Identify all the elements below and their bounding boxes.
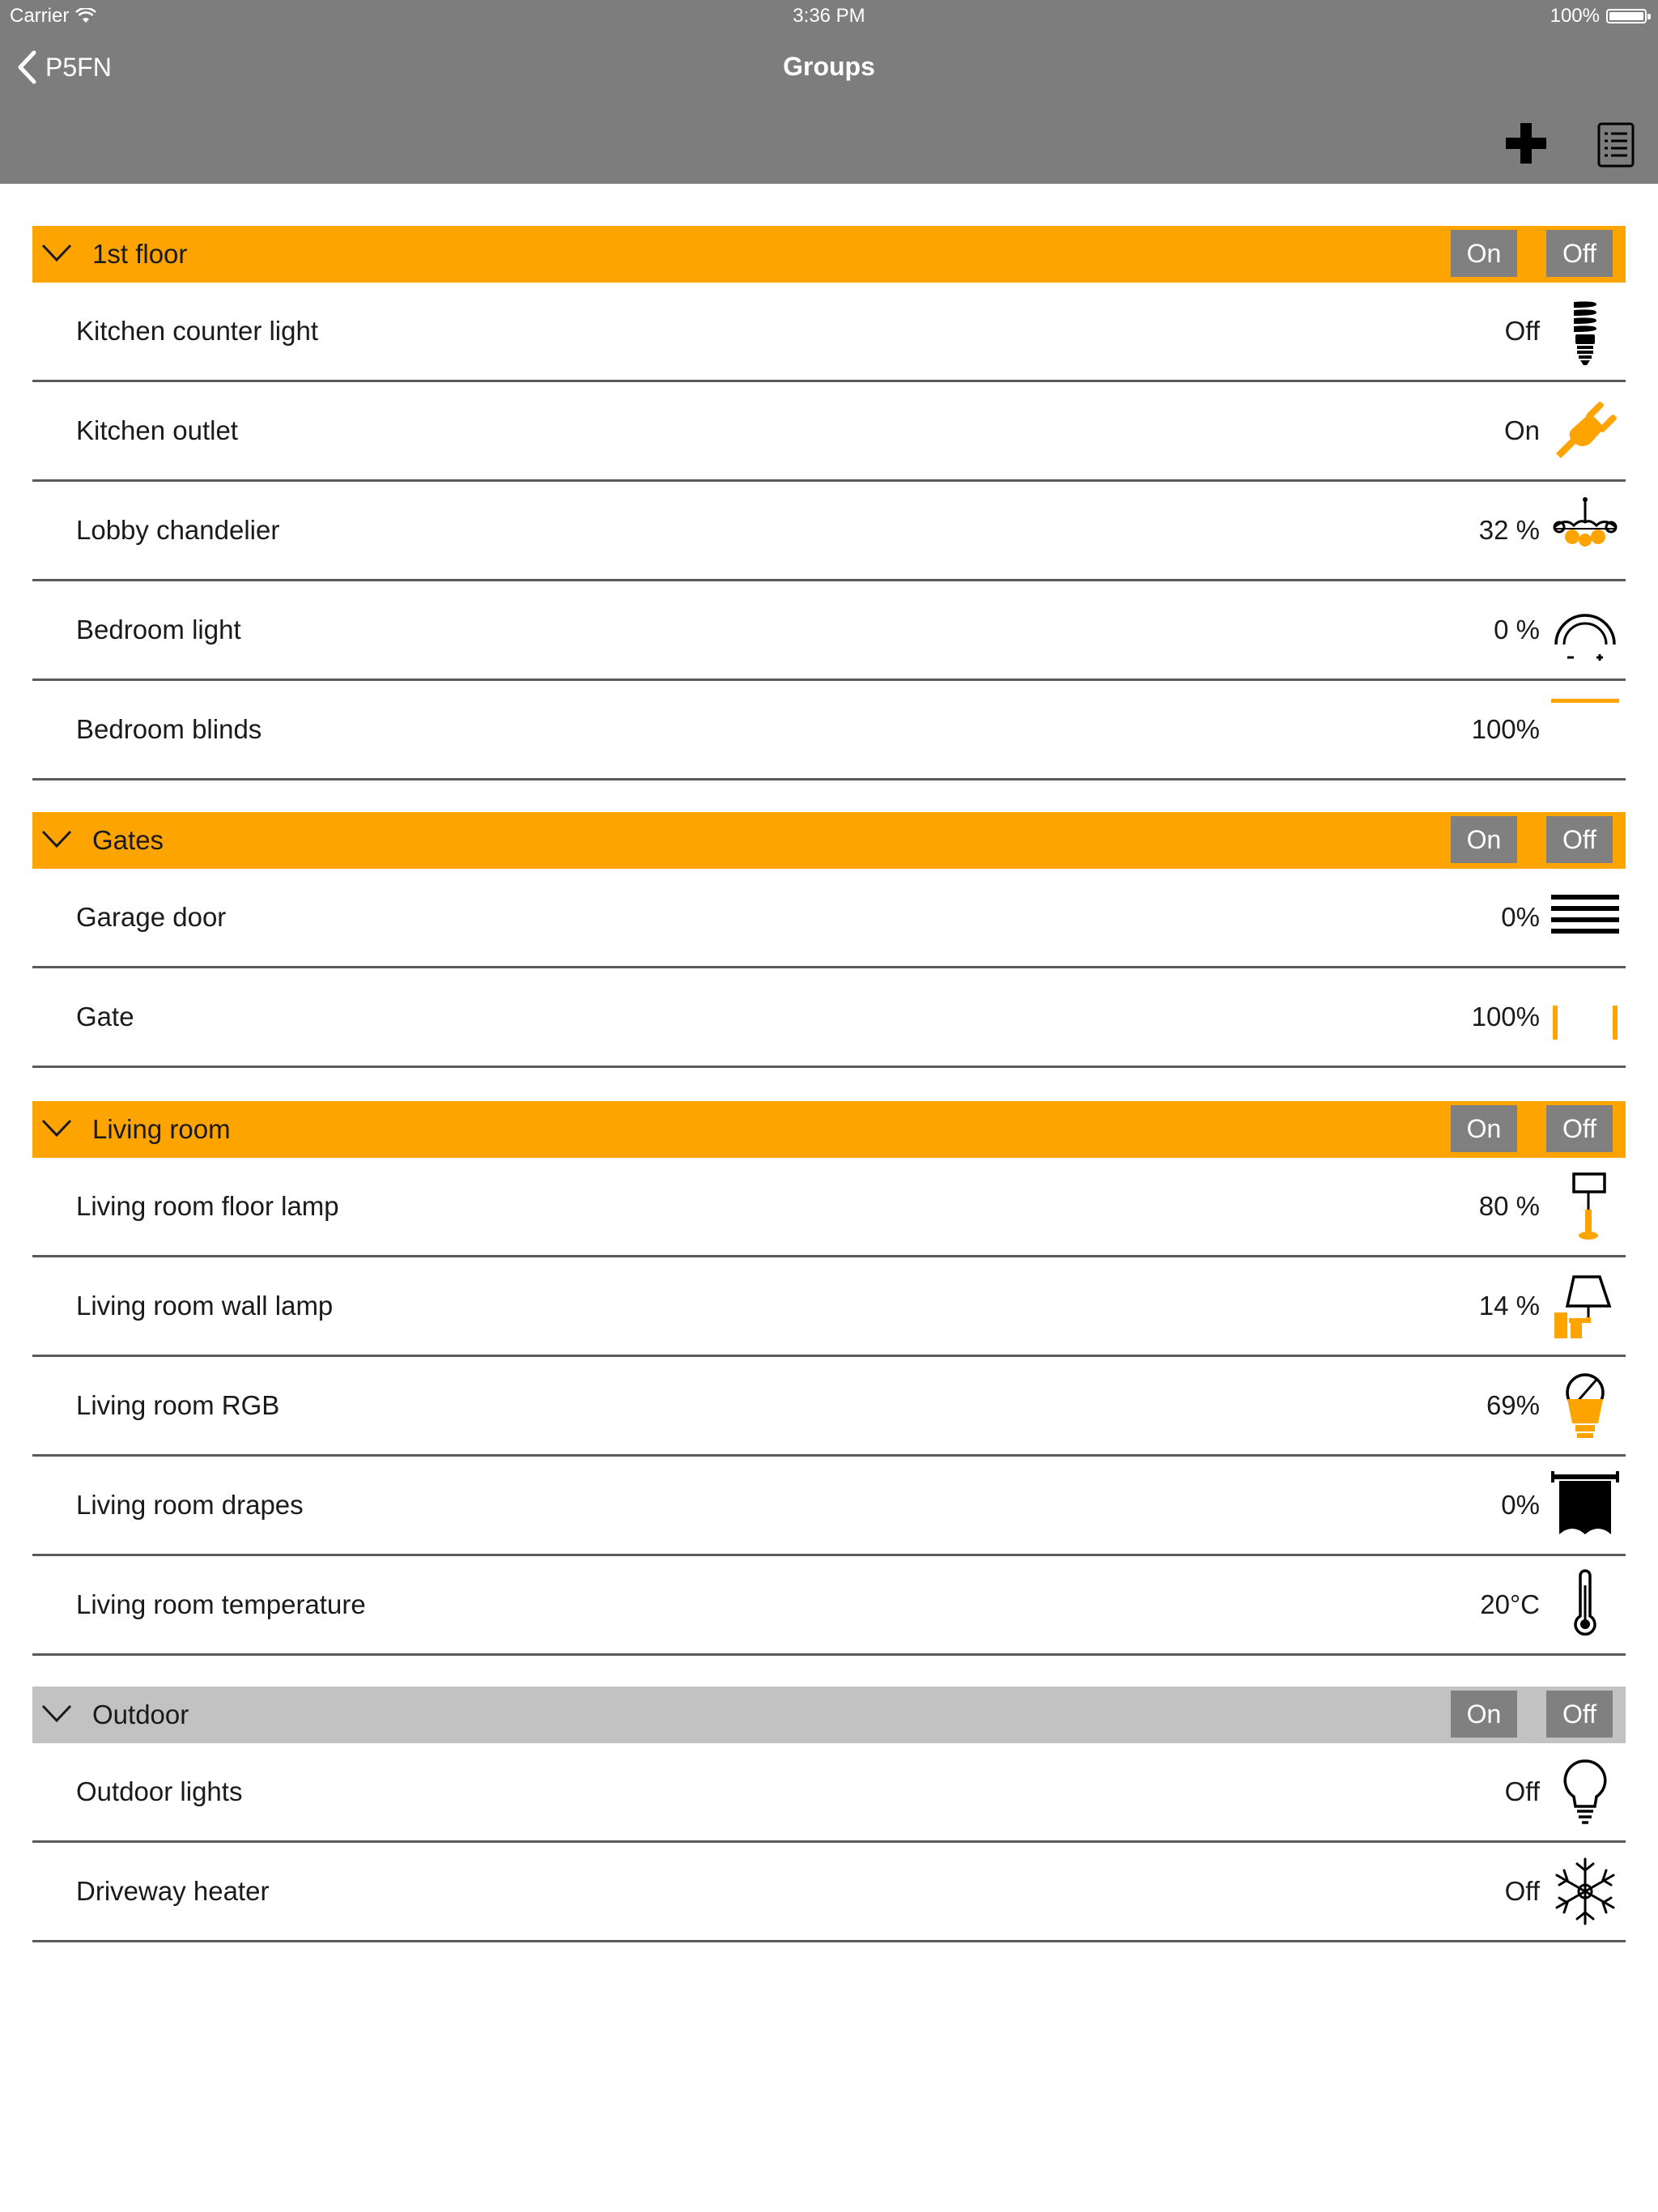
device-row[interactable]: [32, 1743, 1626, 1843]
garage-door-icon[interactable]: [1550, 882, 1621, 953]
rgb-bulb-icon[interactable]: [1550, 1370, 1621, 1441]
group-header[interactable]: [32, 1101, 1626, 1158]
thermometer-icon[interactable]: [1550, 1569, 1621, 1640]
group-name: Gates: [92, 825, 164, 855]
battery-icon: [1606, 9, 1647, 23]
group-on-button[interactable]: On: [1451, 816, 1517, 863]
device-value: 0 %: [1494, 615, 1540, 644]
status-bar: [0, 0, 1658, 32]
device-value: 0%: [1501, 1490, 1540, 1520]
chandelier-icon[interactable]: [1550, 495, 1621, 566]
device-value: 69%: [1486, 1390, 1540, 1420]
group-off-button[interactable]: Off: [1546, 1105, 1613, 1152]
cfl-bulb-icon[interactable]: [1550, 296, 1621, 367]
device-value: 14 %: [1478, 1291, 1540, 1321]
group-name: Outdoor: [92, 1699, 189, 1729]
device-name: Kitchen outlet: [76, 415, 238, 445]
device-name: Driveway heater: [76, 1876, 270, 1906]
device-name: Living room wall lamp: [76, 1291, 334, 1321]
group-section: [32, 1101, 1626, 1656]
device-name: Living room temperature: [76, 1589, 366, 1619]
device-row[interactable]: [32, 1257, 1626, 1357]
blinds-icon[interactable]: [1550, 694, 1621, 765]
battery-percent: 100%: [1550, 5, 1600, 27]
group-on-button[interactable]: On: [1451, 1691, 1517, 1738]
device-row[interactable]: [32, 283, 1626, 382]
bulb-icon[interactable]: [1550, 1756, 1621, 1827]
device-value: 100%: [1471, 1002, 1540, 1032]
group-off-button[interactable]: Off: [1546, 816, 1613, 863]
chevron-down-icon[interactable]: [40, 827, 73, 851]
navigation-bar: [0, 0, 1658, 184]
battery-indicator: [1550, 5, 1647, 28]
group-section: [32, 812, 1626, 1068]
group-on-button[interactable]: On: [1451, 1105, 1517, 1152]
device-name: Bedroom light: [76, 615, 241, 644]
drapes-icon[interactable]: [1550, 1470, 1621, 1541]
add-button[interactable]: [1504, 121, 1548, 165]
device-value: 32 %: [1478, 515, 1540, 545]
device-name: Living room floor lamp: [76, 1191, 339, 1221]
clock: 3:36 PM: [793, 5, 865, 27]
device-value: 20°C: [1480, 1589, 1540, 1619]
group-name: Living room: [92, 1114, 231, 1144]
group-name: 1st floor: [92, 239, 188, 269]
device-row[interactable]: [32, 482, 1626, 581]
list-view-button[interactable]: [1596, 121, 1635, 168]
device-row[interactable]: [32, 968, 1626, 1068]
group-section: [32, 226, 1626, 781]
page-title: Groups: [783, 52, 875, 81]
device-name: Outdoor lights: [76, 1776, 243, 1806]
device-name: Kitchen counter light: [76, 316, 319, 346]
group-header[interactable]: [32, 226, 1626, 283]
list-document-icon: [1596, 121, 1635, 168]
dimmer-icon[interactable]: [1550, 594, 1621, 666]
device-name: Living room drapes: [76, 1490, 304, 1520]
chevron-down-icon[interactable]: [40, 240, 73, 265]
device-row[interactable]: [32, 1357, 1626, 1457]
device-value: Off: [1504, 316, 1540, 346]
device-value: Off: [1504, 1876, 1540, 1906]
plug-icon[interactable]: [1550, 395, 1621, 466]
group-off-button[interactable]: Off: [1546, 1691, 1613, 1738]
device-value: 80 %: [1478, 1191, 1540, 1221]
group-section: [32, 1687, 1626, 1942]
device-row[interactable]: [32, 1158, 1626, 1257]
plus-icon: [1504, 121, 1548, 165]
device-row[interactable]: [32, 382, 1626, 482]
device-value: 100%: [1471, 714, 1540, 744]
back-label: P5FN: [45, 52, 112, 82]
device-row[interactable]: [32, 581, 1626, 681]
device-name: Lobby chandelier: [76, 515, 280, 545]
gate-icon[interactable]: [1550, 981, 1621, 1053]
device-name: Gate: [76, 1002, 134, 1032]
snowflake-icon[interactable]: [1550, 1856, 1621, 1927]
device-row[interactable]: [32, 1457, 1626, 1556]
device-value: Off: [1504, 1776, 1540, 1806]
device-value: 0%: [1501, 902, 1540, 932]
floor-lamp-icon[interactable]: [1550, 1171, 1621, 1242]
group-off-button[interactable]: Off: [1546, 230, 1613, 277]
chevron-down-icon[interactable]: [40, 1701, 73, 1725]
device-row[interactable]: [32, 681, 1626, 781]
group-header[interactable]: [32, 812, 1626, 869]
group-header[interactable]: [32, 1687, 1626, 1743]
wall-lamp-icon[interactable]: [1550, 1270, 1621, 1342]
group-on-button[interactable]: On: [1451, 230, 1517, 277]
device-name: Garage door: [76, 902, 227, 932]
carrier-label: Carrier: [10, 5, 70, 27]
device-name: Living room RGB: [76, 1390, 280, 1420]
device-name: Bedroom blinds: [76, 714, 262, 744]
device-value: On: [1503, 415, 1540, 445]
chevron-down-icon[interactable]: [40, 1116, 73, 1140]
device-row[interactable]: [32, 1843, 1626, 1942]
device-row[interactable]: [32, 869, 1626, 968]
device-row[interactable]: [32, 1556, 1626, 1656]
